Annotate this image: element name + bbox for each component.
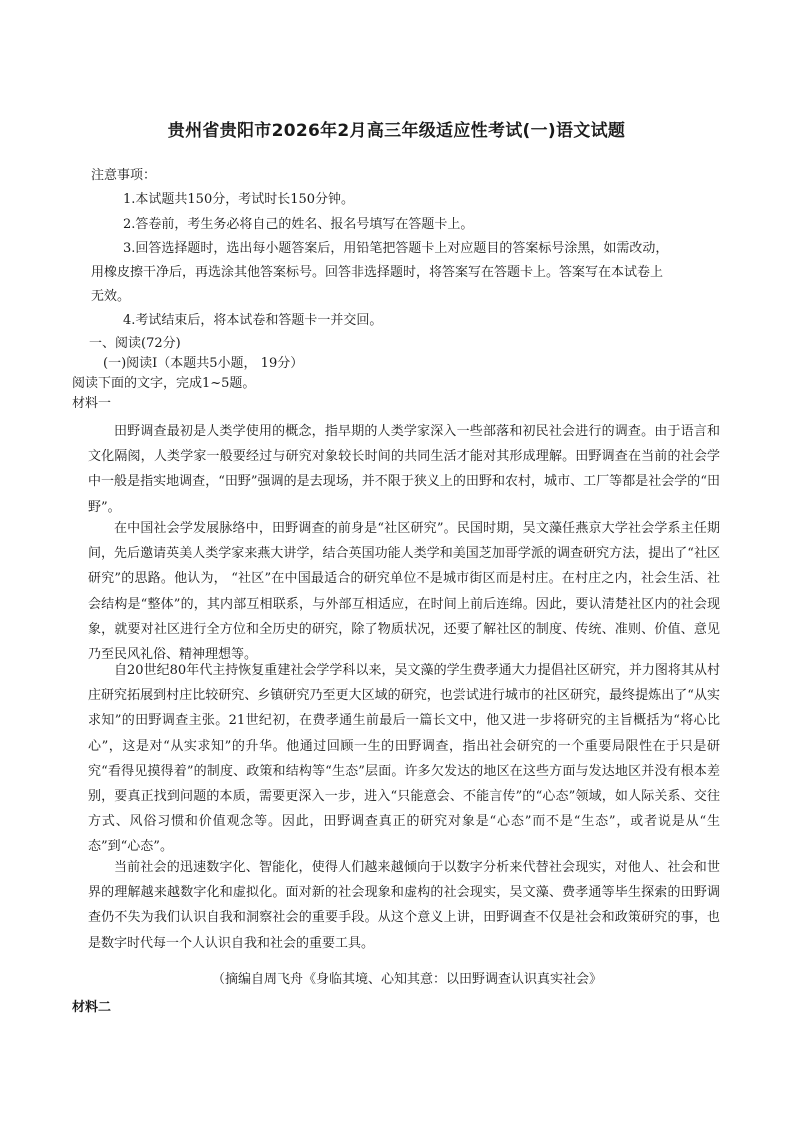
material-two-label: 材料二 bbox=[72, 1000, 112, 1015]
section-reading: 一、阅读(72分) bbox=[89, 336, 181, 351]
paragraph-1: 田野调查最初是人类学使用的概念，指早期的人类学家深入一些部落和初民社会进行的调查。由于语言和文化隔阂，人类学家一般要经过与研究对象较长时间的共同生活才能对其形成理解。田野调查在当前的社会学中一般是指实地调查，“田野”强调的是去现场，并不限于狭义上的田野和农村，城市、工厂等都是社会学的“田野”。 bbox=[88, 424, 720, 515]
notice-item-3-cont: 用橡皮擦干净后，再选涂其他答案标号。回答非选择题时，将答案写在答题卡上。答案写在本试卷上 bbox=[91, 265, 664, 280]
paragraph-4: 当前社会的迅速数字化、智能化，使得人们越来越倾向于以数字分析来代替社会现实，对他人、社会和世界的理解越来越数字化和虚拟化。面对新的社会现象和虚构的社会现实，吴文藻、费孝通等毕生探索的田野调查仍不失为我们认识自我和洞察社会的重要手段。从这个意义上讲，田野调查不仅是社会和政策研究的事，也是数字时代每一个人认识自我和社会的重要工具。 bbox=[88, 860, 720, 951]
paragraph-3: 自20世纪80年代主持恢复重建社会学学科以来，吴文藻的学生费孝通大力提倡社区研究，并力图将其从村庄研究拓展到村庄比较研究、乡镇研究乃至更大区域的研究，也尝试进行城市的社区研究，最终提炼出了“从实求知”的田野调查主张。21世纪初，在费孝通生前最后一篇长文中，他又进一步将研究的主旨概括为“将心比心”，这是对“从实求知”的升华。他通过回顾一生的田野调查，指出社会研究的一个重要局限性在于只是研究“看得见摸得着”的制度、政策和结构等“生态”层面。许多欠发达的地区在这些方面与发达地区并没有根本差别，要真正找到问题的本质，需要更深入一步，进入“只能意会、不能言传”的“心态”领域，如人际关系、交往方式、风俗习惯和价值观念等。因此，田野调查真正的研究对象是“心态”而不是“生态”，或者说是从“生态”到“心态”。 bbox=[88, 663, 720, 855]
source-citation: （摘编自周飞舟《身临其境、心知其意：以田野调查认识真实社会》 bbox=[212, 972, 603, 987]
section-reading-1: (一)阅读Ⅰ（本题共5小题， 19分） bbox=[103, 356, 304, 371]
notice-item-3-end: 无效。 bbox=[91, 289, 131, 304]
notice-item-4: 4.考试结束后，将本试卷和答题卡一并交回。 bbox=[123, 313, 383, 328]
page-title: 贵州省贵阳市2026年2月高三年级适应性考试(一)语文试题 bbox=[167, 121, 626, 141]
notice-item-3: 3.回答选择题时，选出每小题答案后，用铅笔把答题卡上对应题目的答案标号涂黑，如需改动， bbox=[123, 241, 669, 256]
paragraph-2: 在中国社会学发展脉络中，田野调查的前身是“社区研究”。民国时期，吴文藻任燕京大学社会学系主任期间，先后邀请英美人类学家来燕大讲学，结合英国功能人类学和美国芝加哥学派的调查研究方法，提出了“社区研究”的思路。他认为， “社区”在中国最适合的研究单位不是城市街区而是村庄。在村庄之内，社会生活、社会结构是“整体”的，其内部互相联系，与外部互相适应，在时间上前后连绵。因此，要认清楚社区内的社会现象，就要对社区进行全方位和全历史的研究，除了物质状况，还要了解社区的制度、传统、准则、价值、意见乃至民风礼俗、精神理想等。 bbox=[88, 521, 720, 663]
notice-item-2: 2.答卷前，考生务必将自己的姓名、报名号填写在答题卡上。 bbox=[123, 217, 474, 232]
material-one-label: 材料一 bbox=[72, 396, 112, 411]
reading-instruction: 阅读下面的文字，完成1~5题。 bbox=[72, 376, 256, 391]
notice-heading: 注意事项： bbox=[91, 168, 157, 183]
notice-item-1: 1.本试题共150分，考试时长150分钟。 bbox=[123, 192, 355, 207]
